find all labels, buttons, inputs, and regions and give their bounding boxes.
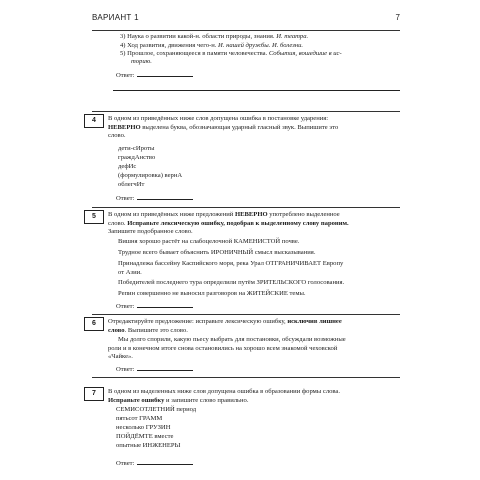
instr-text: употреблено выделенное: [267, 211, 340, 218]
sentence-item: Победителей последнего тура определили путём ЗРИТЕЛЬСКОГО голосования.: [118, 279, 345, 286]
page-number: 7: [395, 13, 400, 22]
answer-field[interactable]: [116, 193, 193, 203]
sentence-item: Вишня хорошо растёт на слабоцелочной КАМЕНИСТОЙ почве.: [118, 238, 300, 245]
separator: [92, 207, 400, 208]
instr-bold: НЕВЕРНО: [108, 123, 141, 131]
separator: [92, 314, 400, 315]
item-example: И. нашей дружбы. И. болезни.: [216, 41, 304, 49]
task-instruction: [108, 397, 249, 405]
instr-text: и запишите слово правильно.: [164, 396, 249, 404]
instr-bold: Исправьте ошибку: [108, 396, 165, 404]
answer-line[interactable]: [137, 364, 193, 371]
variant-title: ВАРИАНТ 1: [92, 13, 139, 22]
task-instruction: [108, 132, 126, 140]
item-example: События, вошедшие в ис-: [267, 50, 342, 57]
task-instruction: [108, 115, 328, 123]
answer-label: Ответ:: [116, 366, 135, 373]
word-item: дефИс: [118, 163, 137, 170]
instr-text: выделена буква, обозначающая ударный гласный звук. Выпишите это: [140, 123, 339, 131]
answer-label: Ответ:: [116, 195, 135, 202]
instr-bold: Исправьте лексическую ошибку, подобрав к выделенному слову пароним.: [127, 219, 349, 227]
word-item: СЕМИСОТЛЕТНИЙ период: [116, 406, 197, 413]
sentence-item: Трудное всего бывает объяснить ИРОНИЧНЫЙ смысл высказывания.: [118, 249, 316, 256]
task-instruction: [108, 327, 188, 335]
separator: [113, 90, 400, 91]
item-example: И. театра.: [274, 33, 309, 40]
instr-text: В одном из приведённых ниже слов допущена ошибка в постановке ударения:: [108, 115, 329, 122]
task-instruction: [108, 211, 340, 219]
answer-field[interactable]: [116, 301, 193, 311]
instr-bold: НЕВЕРНО: [234, 211, 268, 218]
task-instruction: [108, 228, 193, 236]
answer-field[interactable]: [116, 364, 193, 374]
instr-text: Запишите подобранное слово.: [108, 228, 193, 235]
word-item: дети-сИроты: [118, 145, 155, 152]
sentence-item: Принадлежа бассейну Каспийского моря, река Урал ОТГРАНИЧИВАЕТ Европу: [118, 260, 344, 267]
page-header: [92, 8, 400, 31]
instr-text: слово.: [108, 219, 128, 227]
task-number: 7: [84, 387, 104, 401]
answer-line[interactable]: [137, 301, 193, 308]
item-text: Прошлое, сохраняющееся в памяти человечества.: [127, 50, 268, 57]
word-item: опытные ИНЖЕНЕРЫ: [116, 442, 181, 449]
item-prefix: 3): [120, 33, 126, 40]
sentence-item: Репин совершенно не выносил разговоров на ЖИТЕЙСКИЕ темы.: [118, 290, 306, 297]
separator: [92, 377, 400, 378]
task-instruction: [108, 124, 338, 132]
sentence-line: Мы долго спорили, какую пьесу выбрать для постановки, обсуждали возможные: [118, 336, 346, 343]
item-prefix: 5): [120, 50, 126, 57]
answer-label: Ответ:: [116, 72, 135, 79]
item-text: Наука о развитии какой-н. области природы, знания.: [127, 33, 275, 40]
word-item: (формулировка) вернА: [118, 172, 183, 179]
separator: [92, 111, 400, 112]
instr-text: Отредактируйте предложение: исправьте лексическую ошибку,: [108, 318, 288, 325]
instr-text: В одном из приведённых ниже предложений: [108, 211, 235, 218]
word-item: несколько ГРУЗИН: [116, 424, 171, 431]
list-item: [120, 33, 308, 41]
list-item: [120, 50, 342, 58]
instr-text: . Выпишите это слово.: [124, 326, 188, 334]
answer-label: Ответ:: [116, 303, 135, 310]
instr-bold: исключив лишнее: [287, 318, 342, 325]
answer-label: Ответ:: [116, 460, 135, 467]
answer-line[interactable]: [137, 458, 193, 465]
word-item: облегчИт: [118, 181, 145, 188]
task-instruction: [108, 220, 349, 228]
word-item: ПОЙДЁМТЕ вместе: [116, 433, 174, 440]
sentence-line: роли и в конечном итоге снова остановились на хорошо всем знакомой чеховской: [108, 344, 338, 352]
answer-field[interactable]: [116, 70, 193, 80]
answer-line[interactable]: [137, 193, 193, 200]
sentence-line: «Чайке».: [108, 353, 133, 360]
word-item: граждАнство: [118, 154, 156, 161]
answer-line[interactable]: [137, 70, 193, 77]
answer-field[interactable]: [116, 458, 193, 468]
sentence-item-continuation: от Азии.: [118, 268, 142, 276]
task-number: 5: [84, 210, 104, 224]
task-number: 6: [84, 317, 104, 331]
item-text: Ход развития, движения чего-н.: [127, 41, 217, 49]
task-number: 4: [84, 114, 104, 128]
instr-bold: слово: [108, 326, 125, 334]
list-item: [120, 42, 303, 50]
list-item-continuation: торию.: [131, 58, 152, 65]
task-instruction: [108, 318, 342, 326]
word-item: пятьсот ГРАММ: [116, 415, 163, 422]
instr-text: В одном из выделенных ниже слов допущена ошибка в образовании формы слова.: [108, 388, 341, 395]
item-prefix: 4): [120, 41, 126, 49]
instr-text: слово.: [108, 132, 126, 139]
task-instruction: [108, 388, 340, 396]
